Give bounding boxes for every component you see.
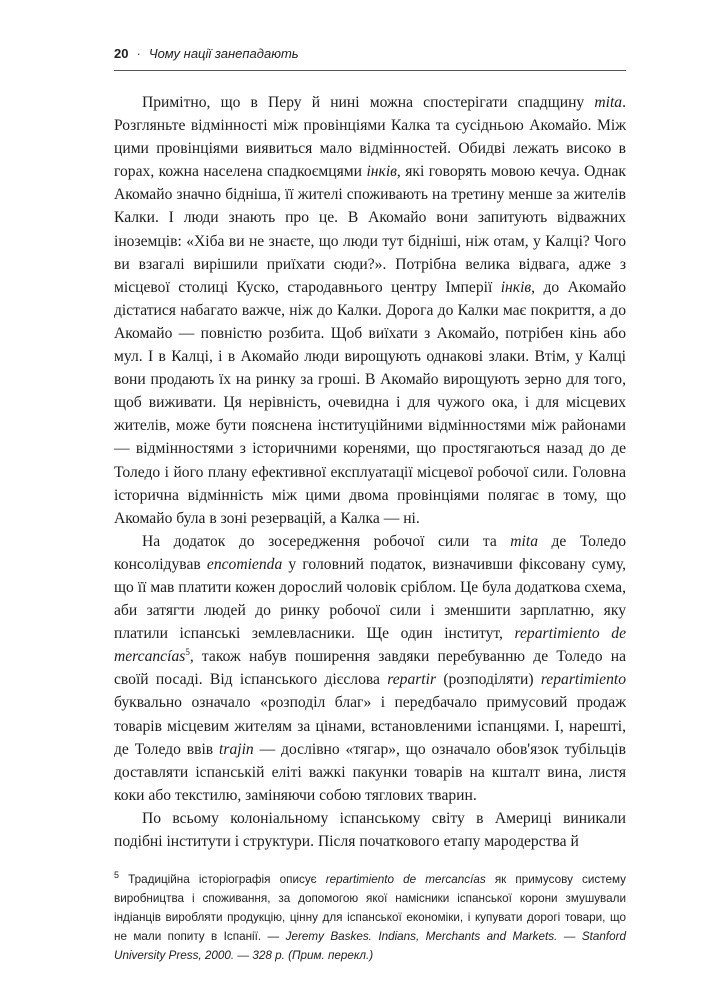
- paragraph: [114, 530, 626, 807]
- running-title: Чому нації занепадають: [148, 46, 299, 61]
- italic-text: encomienda: [206, 555, 283, 573]
- italic-text: Jeremy Baskes. Indians, Merchants and Markets. — Stanford University Press, 2000. — 328 p. (Прим. перекл.): [114, 929, 626, 962]
- text-run: , до Акомайо дістатися набагато важче, ніж до Калки. Дорога до Калки має покриття, а до Акомайо — повністю розбита. Щоб виїхати з Акомайо, потрібен кінь або мул. І в Калці, і в Акомайо люди вирощують однакові злаки. Втім, у Калці вони продають їх на ринку за гроші. В Акомайо вирощують зерно для того, щоб виживати. Ця нерівність, очевидна і для чужого ока, і для місцевих жителів, може бути пояснена інституційними відмінностями між районами — відмінностями з історичними коренями, що простягаються назад до де Толедо і його плану ефективної експлуатації місцевої робочої сили. Головна історична відмінність між цими двома провінціями полягає в тому, що Акомайо була в зоні резервацій, а Калка — ні.: [114, 278, 627, 527]
- text-run: буквально означало «розподіл благ» і передбачало примусовий продаж товарів місцевим жителям за цінами, встановленими іспанцями. І, нарешті, де Толедо ввів: [114, 694, 626, 758]
- italic-text: repartimiento de mercancías: [114, 625, 626, 666]
- paragraph: [114, 807, 626, 853]
- text-run: , також набув поширення завдяки перебуванню де Толедо на своїй посаді. Від іспанського дієслова: [114, 648, 626, 689]
- running-header: [114, 46, 626, 71]
- text-run: На додаток до зосередження робочої сили та: [142, 532, 511, 550]
- italic-text: repartimiento: [540, 671, 626, 689]
- italic-text: mita: [510, 532, 539, 550]
- italic-text: repartimiento de mercancías: [325, 873, 486, 887]
- text-run: — дослівно «тягар», що означало обов'язок тубільців доставляти іспанській еліті важкі пакунки товарів на кшталт вина, листя коки або текстилю, заміняючи собою тяглових тварин.: [114, 740, 626, 804]
- italic-text: trajin: [219, 740, 254, 758]
- text-run: (розподіляти): [436, 671, 541, 689]
- book-page: [114, 46, 626, 966]
- italic-text: repartir: [387, 671, 437, 689]
- paragraph: [114, 91, 626, 530]
- text-run: По всьому колоніальному іспанському світу в Америці виникали подібні інститути і структури. Після початкового етапу мародерства й: [114, 809, 626, 850]
- footnote: [114, 871, 626, 966]
- text-run: . Розгляньте відмінності між провінціями Калка та сусідньою Акомайо. Між цими провінціями виявиться мало відмінностей. Обидві лежать високо в горах, кожна населена спадкоємцями: [114, 94, 626, 181]
- text-run: де Толедо консолідував: [114, 532, 626, 573]
- footnote-marker: 5: [185, 647, 190, 658]
- italic-text: інків: [500, 278, 532, 296]
- page-number: 20: [114, 46, 129, 61]
- text-run: Традиційна історіографія описує: [119, 873, 326, 887]
- footnote-marker: 5: [114, 870, 120, 881]
- italic-text: інків: [366, 163, 397, 181]
- text-run: у головний податок, визначивши фіксовану суму, що її мав платити кожен дорослий чоловік сріблом. Це була додаткова схема, аби затягти людей до ринку робочої сили і зменшити зарплатню, яку платили іспанські землевласники. Ще один інститут,: [114, 555, 626, 643]
- italic-text: mita: [594, 94, 623, 111]
- text-run: Примітно, що в Перу й нині можна спостерігати спадщину: [142, 94, 595, 111]
- header-separator: ·: [136, 46, 141, 61]
- body-text: [114, 91, 626, 853]
- text-run: як примусову систему виробництва і споживання, за допомогою якої намісники іспанської корони змушували індіанців виробляти продукцію, цінну для іспанської економіки, і купувати дорогі товари, що не мали попиту в Іспанії. —: [114, 873, 626, 943]
- text-run: , які говорять мовою кечуа. Однак Акомайо значно бідніша, її жителі споживають на третину менше за жителів Калки. І люди знають про це. В Акомайо вони запитують відважних іноземців: «Хіба ви не знаєте, що люди тут бідніші, ніж отам, у Калці? Чого ви взагалі вирішили приїхати сюди?». Потрібна велика відвага, адже з місцевої столиці Куско, стародавнього центру Імперії: [114, 163, 626, 296]
